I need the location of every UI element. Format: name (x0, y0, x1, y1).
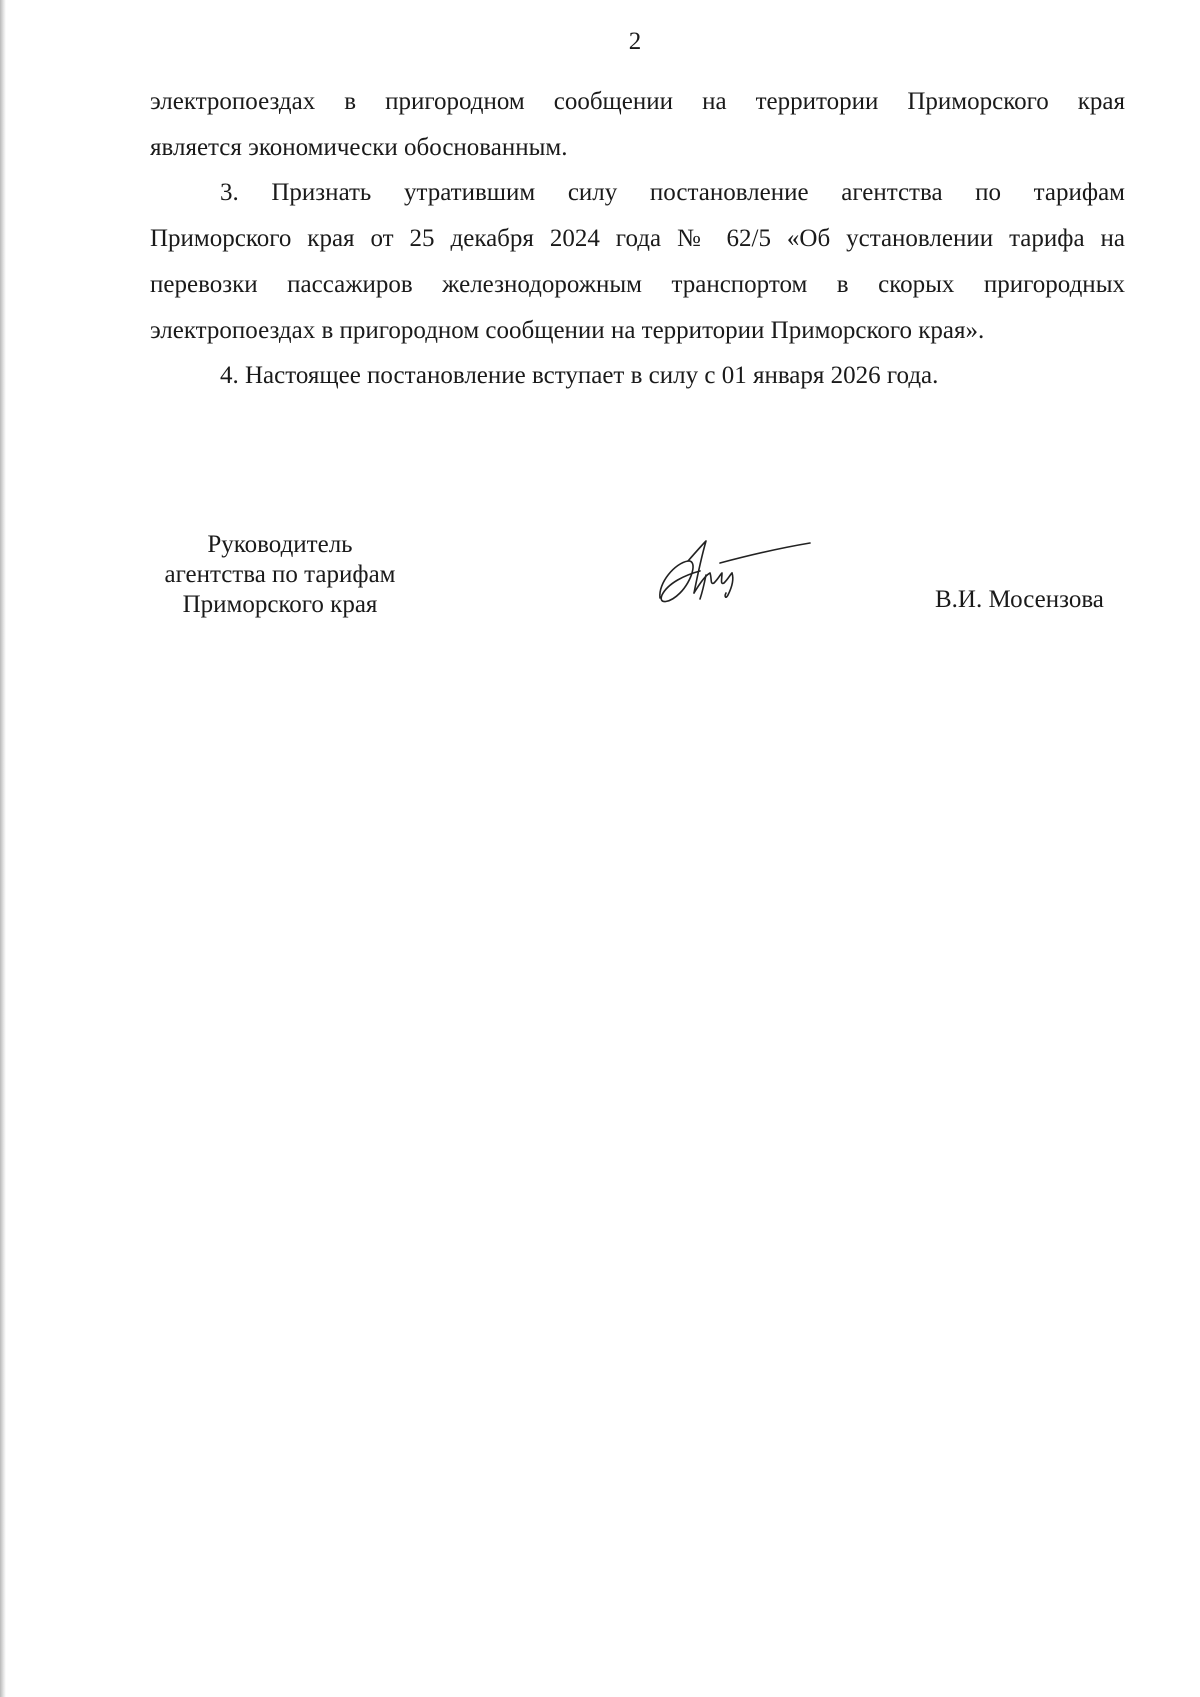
paragraph-3-line: 3. Признать утратившим силу постановление агентства по тарифам (220, 179, 1125, 207)
body-line: электропоездах в пригородном сообщении на территории Приморского края (150, 88, 1125, 115)
signer-position-line: Руководитель (207, 531, 353, 558)
body-line: является экономически обоснованным. (150, 133, 568, 161)
page-number: 2 (628, 28, 642, 55)
paragraph-3-line: перевозки пассажиров железнодорожным транспортом в скорых пригородных (150, 270, 1125, 298)
signer-position-line: агентства по тарифам (164, 561, 396, 588)
handwritten-signature (640, 533, 820, 618)
paragraph-3-line: электропоездах в пригородном сообщении на территории Приморского края». (150, 316, 985, 344)
paragraph-4-line: 4. Настоящее постановление вступает в силу с 01 января 2026 года. (220, 362, 939, 390)
document-body (150, 79, 1125, 399)
signer-position-title (130, 530, 430, 620)
scan-edge-shadow (0, 0, 6, 1697)
paragraph-3-line: Приморского края от 25 декабря 2024 года № 62/5 «Об установлении тарифа на (150, 225, 1125, 253)
signer-position-line: Приморского края (182, 591, 378, 618)
signer-name: В.И. Мосензова (935, 586, 1104, 613)
